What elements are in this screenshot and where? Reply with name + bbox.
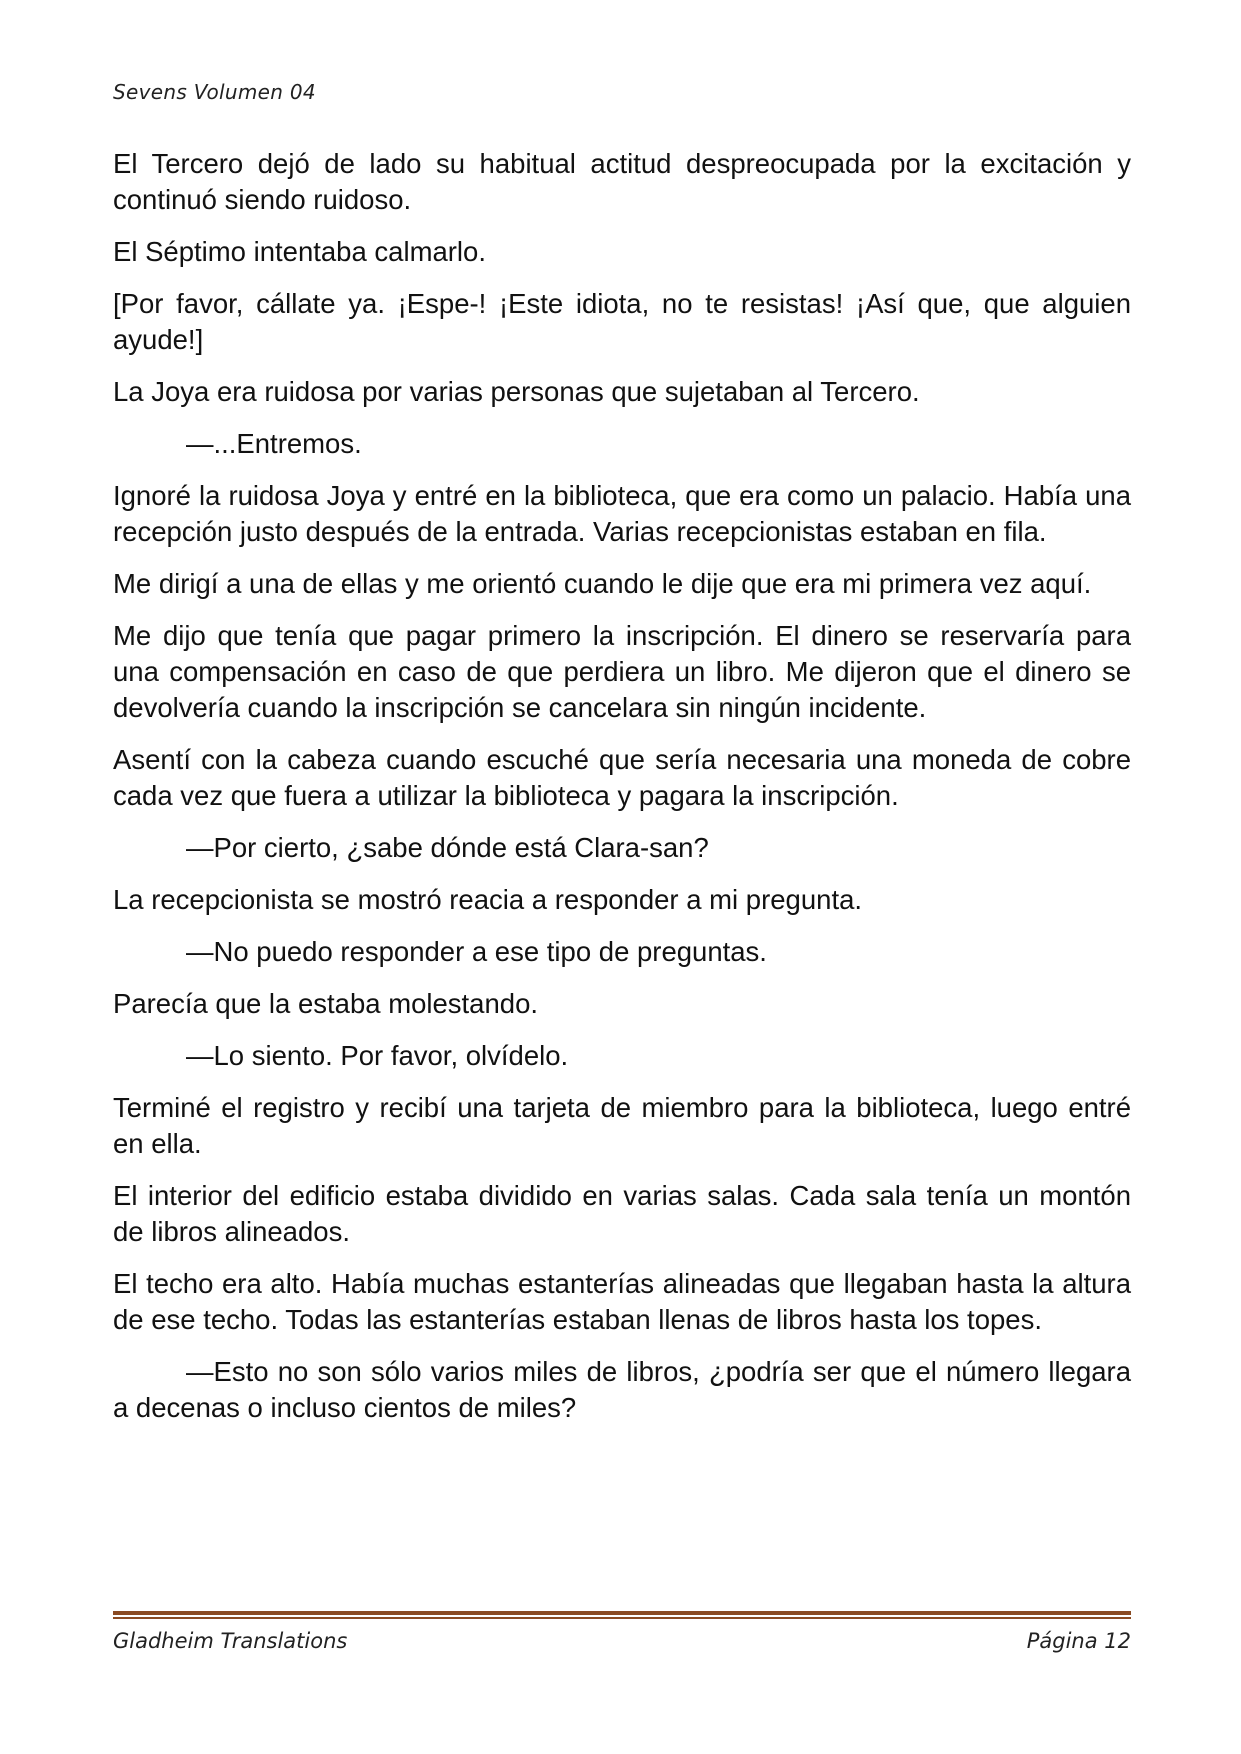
paragraph: Terminé el registro y recibí una tarjeta de miembro para la biblioteca, luego entré en ella.: [113, 1092, 1131, 1159]
footer-rule-thick: [113, 1611, 1131, 1615]
paragraph: Ignoré la ruidosa Joya y entré en la biblioteca, que era como un palacio. Había una recepción justo después de la entrada. Varias recepcionistas estaban en fila.: [113, 480, 1131, 547]
running-header: Sevens Volumen 04: [113, 80, 316, 104]
paragraph: El Tercero dejó de lado su habitual actitud despreocupada por la excitación y continuó siendo ruidoso.: [113, 148, 1131, 215]
footer-credit: Gladheim Translations: [113, 1629, 348, 1653]
paragraph: Parecía que la estaba molestando.: [113, 988, 539, 1019]
paragraph: Me dijo que tenía que pagar primero la inscripción. El dinero se reservaría para una compensación en caso de que perdiera un libro. Me dijeron que el dinero se devolvería cuando la inscripción se cancelara sin ningún incidente.: [113, 620, 1131, 723]
paragraph: El Séptimo intentaba calmarlo.: [113, 236, 486, 267]
paragraph: [Por favor, cállate ya. ¡Espe-! ¡Este idiota, no te resistas! ¡Así que, que alguien ayude!]: [113, 288, 1131, 355]
dialogue-paragraph: —No puedo responder a ese tipo de preguntas.: [186, 936, 767, 967]
page-number: Página 12: [1026, 1629, 1131, 1653]
paragraph: El interior del edificio estaba dividido en varias salas. Cada sala tenía un montón de libros alineados.: [113, 1180, 1131, 1247]
dialogue-paragraph: —Por cierto, ¿sabe dónde está Clara-san?: [186, 832, 709, 863]
paragraph: La recepcionista se mostró reacia a responder a mi pregunta.: [113, 884, 863, 915]
paragraph: Asentí con la cabeza cuando escuché que sería necesaria una moneda de cobre cada vez que fuera a utilizar la biblioteca y pagara la inscripción.: [113, 744, 1131, 811]
footer-rule-thin: [113, 1617, 1131, 1619]
dialogue-paragraph: —...Entremos.: [186, 428, 362, 459]
paragraph: La Joya era ruidosa por varias personas que sujetaban al Tercero.: [113, 376, 920, 407]
dialogue-paragraph: —Lo siento. Por favor, olvídelo.: [186, 1040, 569, 1071]
paragraph: Me dirigí a una de ellas y me orientó cuando le dije que era mi primera vez aquí.: [113, 568, 1092, 599]
footer-rule: [113, 1611, 1131, 1620]
dialogue-paragraph: —Esto no son sólo varios miles de libros, ¿podría ser que el número llegara a decenas o incluso cientos de miles?: [113, 1356, 1131, 1423]
page-body: [113, 146, 1131, 1442]
paragraph: El techo era alto. Había muchas estanterías alineadas que llegaban hasta la altura de ese techo. Todas las estanterías estaban llenas de libros hasta los topes.: [113, 1268, 1131, 1335]
